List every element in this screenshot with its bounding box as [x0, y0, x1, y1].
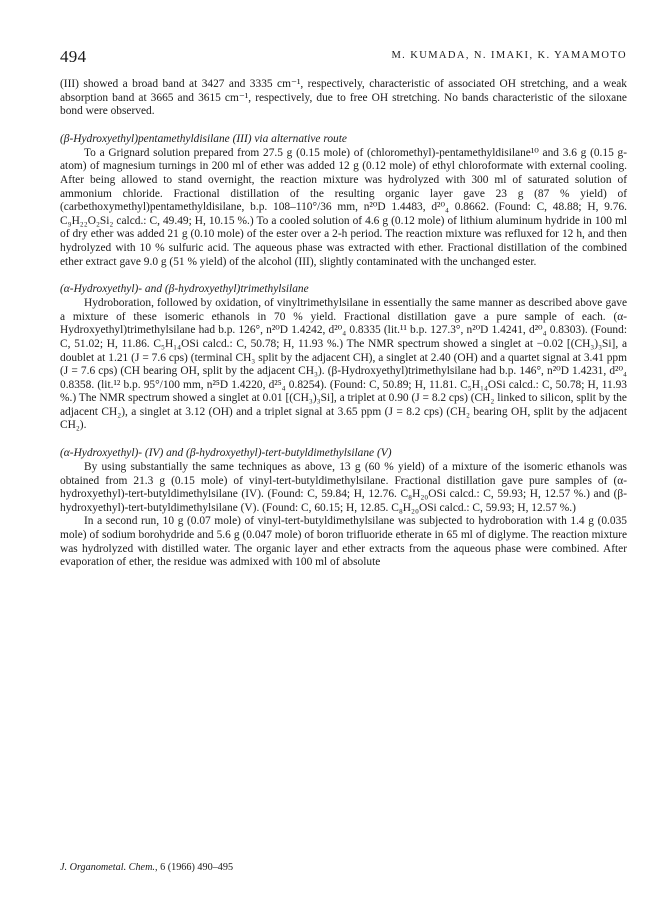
section-paragraph: Hydroboration, followed by oxidation, of vinyltrimethylsilane in essentially the same manner as described above gave a mixture of these isomeric ethanols in 70 % yield. Fractional distillation gave a pure sample of each. (α-Hydroxyethyl)trimethylsilane had b.p. 126°, n²⁰D 1.4242, d²⁰₄ 0.8335 (lit.¹¹ b.p. 127.3°, n²⁰D 1.4241, d²⁰₄ 0.8303). (Found: C, 51.02; H, 11.86. C₅H₁₄OSi calcd.: C, 50.78; H, 11.93 %.) The NMR spectrum showed a singlet at −0.02 [(CH₃)₃Si], a doublet at 1.21 (J = 7.6 cps) (terminal CH₃ split by the adjacent CH), a singlet at 2.40 (OH) and a quartet signal at 3.41 ppm (J = 7.6 cps) (CH bearing OH, split by the adjacent CH₃). (β-Hydroxyethyl)trimethylsilane had b.p. 146°, n²⁰D 1.4231, d²⁰₄ 0.8358. (lit.¹² b.p. 95°/100 mm, n²⁵D 1.4220, d²⁵₄ 0.8254). (Found: C, 50.89; H, 11.81. C₅H₁₄OSi calcd.: C, 50.78; H, 11.93 %.) The NMR spectrum showed a singlet at 0.01 [(CH₃)₃Si], a triplet at 0.90 (J = 8.2 cps) (CH₂ linked to silicon, split by the adjacent CH₂), a singlet at 3.12 (OH) and a triplet signal at 3.65 ppm (J = 8.2 cps) (CH₂ bearing OH, split by the adjacent CH₂). — [60, 297, 627, 432]
running-head-authors: M. KUMADA, N. IMAKI, K. YAMAMOTO — [391, 50, 627, 61]
section-paragraph: To a Grignard solution prepared from 27.5 g (0.15 mole) of (chloromethyl)-pentamethyldisilane¹⁰ and 3.6 g (0.15 g-atom) of magnesium turnings in 200 ml of ether was added 12 g (0.12 mole) of ethyl chloroformate with external cooling. After being allowed to stand overnight, the reaction mixture was hydrolyzed with 300 ml of saturated solution of ammonium chloride. Fractional distillation of the resulting organic layer gave 23 g (87 % yield) of (carbethoxymethyl)pentamethyldisilane, b.p. 108–110°/36 mm, n²⁰D 1.4483, d²⁰₄ 0.8662. (Found: C, 48.88; H, 9.76. C₉H₂₂O₂Si₂ calcd.: C, 49.49; H, 10.15 %.) To a cooled solution of 4.6 g (0.12 mole) of lithium aluminum hydride in 100 ml of dry ether was added 21 g (0.10 mole) of the ester over a 2-h period. The reaction mixture was refluxed for 12 h, and then hydrolyzed with 10 % sulfuric acid. The aqueous phase was extracted with ether. Fractional distillation of the combined ether extract gave 9.0 g (51 % yield) of the alcohol (III), slightly contaminated with the unchanged ester. — [60, 146, 627, 268]
section-hydroxyethyl-tert-butyldimethylsilane — [60, 446, 627, 570]
journal-citation-footer — [60, 862, 233, 873]
section-heading: (α-Hydroxyethyl)- (IV) and (β-hydroxyethyl)-tert-butyldimethylsilane (V) — [60, 447, 392, 460]
intro-paragraph: (III) showed a broad band at 3427 and 3335 cm⁻¹, respectively, characteristic of associated OH stretching, and a weak absorption band at 3665 and 3615 cm⁻¹, respectively, due to free OH stretching. No bands characteristic of the siloxane bond were observed. — [60, 78, 627, 118]
page-number: 494 — [60, 47, 87, 66]
section-paragraph-second-run: In a second run, 10 g (0.07 mole) of vinyl-tert-butyldimethylsilane was subjected to hydroboration with 1.4 g (0.035 mole) of sodium borohydride and 5.6 g (0.047 mole) of boron trifluoride etherate in 65 ml of diglyme. The reaction mixture was hydrolyzed with distilled water. The organic layer and ether extracts from the aqueous phase were combined. After evaporation of ether, the residue was admixed with 100 ml of absolute — [60, 515, 627, 569]
section-hydroxyethyl-trimethylsilane — [60, 282, 627, 433]
journal-name: J. Organometal. Chem. — [60, 862, 155, 873]
section-heading: (β-Hydroxyethyl)pentamethyldisilane (III) via alternative route — [60, 132, 347, 145]
journal-volume-pages: , 6 (1966) 490–495 — [154, 862, 234, 873]
section-paragraph: By using substantially the same techniques as above, 13 g (60 % yield) of a mixture of the isomeric ethanols was obtained from 21.3 g (0.15 mole) of vinyl-tert-butyldimethylsilane. Fractional distillation gave pure samples of (α-hydroxyethyl)-tert-butyldimethylsilane (IV). (Found: C, 59.84; H, 12.76. C₈H₂₀OSi calcd.: C, 59.93; H, 12.57 %.) and (β-hydroxyethyl)-tert-butyldimethylsilane (V). (Found: C, 60.15; H, 12.85. C₈H₂₀OSi calcd.: C, 59.93; H, 12.57 %.) — [60, 461, 627, 514]
section-heading: (α-Hydroxyethyl)- and (β-hydroxyethyl)trimethylsilane — [60, 283, 309, 296]
section-beta-hydroxyethyl-pentamethyldisilane — [60, 132, 627, 269]
page-header — [60, 47, 627, 69]
article-body — [60, 78, 627, 570]
